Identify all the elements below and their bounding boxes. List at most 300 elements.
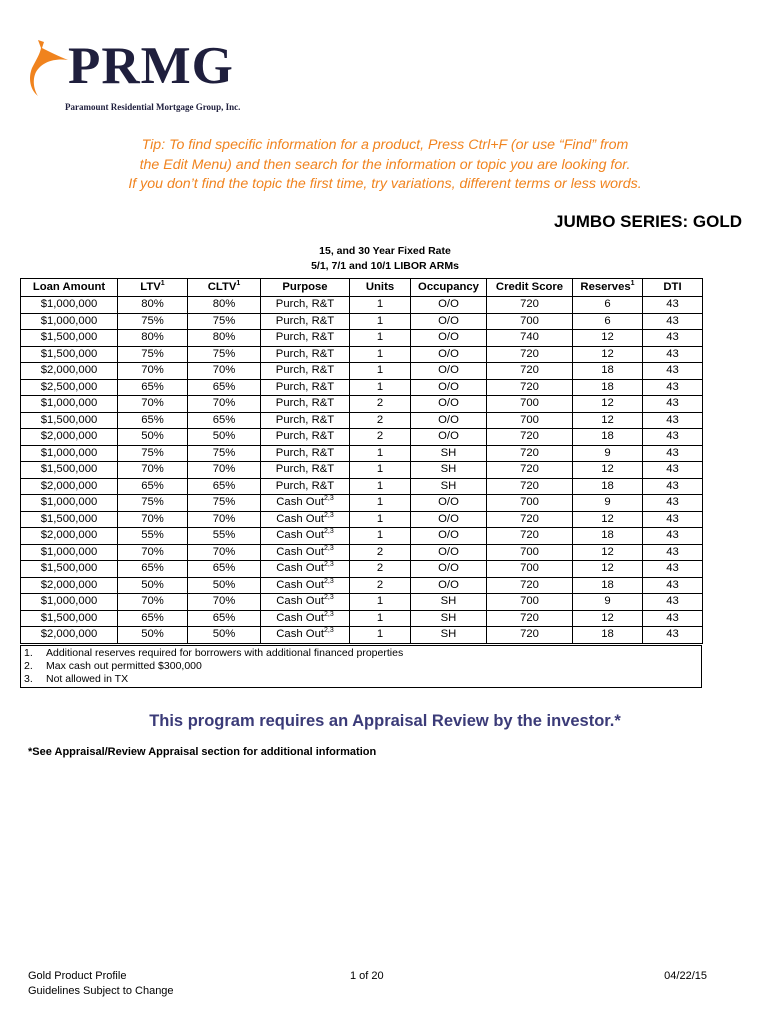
cell-value: 720: [520, 479, 539, 492]
cell-credit: [487, 495, 573, 512]
cell-cltv: [188, 429, 261, 446]
cell-reserves: [573, 594, 643, 611]
table-row: [21, 627, 703, 644]
cell-credit: [487, 528, 573, 545]
cell-purpose: [261, 495, 350, 512]
column-header-label: LTV: [140, 281, 161, 293]
cell-value: 65%: [212, 611, 236, 624]
cell-occupancy: [411, 594, 487, 611]
cell-dti: [643, 594, 703, 611]
appraisal-requirement-note: This program requires an Appraisal Review by the investor.*: [149, 712, 621, 730]
cell-value: $1,500,000: [40, 562, 98, 575]
cell-value: 2: [376, 578, 384, 591]
cell-dti: [643, 528, 703, 545]
column-header: [350, 279, 411, 297]
cell-value: $1,000,000: [40, 496, 98, 509]
footer-date: 04/22/15: [664, 970, 707, 982]
cell-dti: [643, 412, 703, 429]
cell-reserves: [573, 561, 643, 578]
cell-units: [350, 379, 411, 396]
cell-reserves: [573, 544, 643, 561]
cell-dti: [643, 478, 703, 495]
cell-value: 720: [520, 347, 539, 360]
cell-value: O/O: [438, 331, 459, 344]
cell-ltv: [118, 495, 188, 512]
table-row: [21, 610, 703, 627]
cell-value: O/O: [438, 347, 459, 360]
cell-purpose: [261, 561, 350, 578]
cell-occupancy: [411, 462, 487, 479]
cell-value: Purch, R&T: [275, 364, 335, 377]
cell-cltv: [188, 412, 261, 429]
cell-dti: [643, 379, 703, 396]
footnote-text: Not allowed in TX: [46, 673, 129, 685]
cell-value: 55%: [212, 529, 236, 542]
cell-value: $1,500,000: [40, 512, 98, 525]
cell-units: [350, 445, 411, 462]
cell-value: 18: [601, 479, 614, 492]
cell-value: 740: [520, 331, 539, 344]
cell-value: SH: [440, 595, 457, 608]
cell-value: 43: [666, 331, 679, 344]
cell-credit: [487, 313, 573, 330]
cell-value: Purch, R&T: [275, 430, 335, 443]
cell-value: 6: [604, 314, 611, 327]
cell-cltv: [188, 330, 261, 347]
cell-units: [350, 511, 411, 528]
table-heading-line: 5/1, 7/1 and 10/1 LIBOR ARMs: [311, 260, 459, 272]
cell-amount: [21, 346, 118, 363]
footnote-text: Additional reserves required for borrowers with additional financed properties: [46, 647, 404, 659]
cell-occupancy: [411, 346, 487, 363]
cell-value: 43: [666, 562, 679, 575]
cell-value: 70%: [212, 397, 236, 410]
cell-value: $2,000,000: [40, 479, 98, 492]
cell-value: 1: [376, 479, 384, 492]
cell-value: 700: [520, 397, 539, 410]
cell-dti: [643, 330, 703, 347]
cell-units: [350, 297, 411, 314]
cell-value: 43: [666, 628, 679, 641]
cell-value: O/O: [438, 578, 459, 591]
footnote-marker: 2,3: [324, 594, 334, 602]
footnote-number: 2.: [24, 660, 33, 672]
cell-value: 2: [376, 397, 384, 410]
cell-credit: [487, 544, 573, 561]
footnote: [21, 647, 701, 660]
cell-value: $1,000,000: [40, 545, 98, 558]
footnote-number: 3.: [24, 673, 33, 685]
cell-value: 43: [666, 298, 679, 311]
cell-value: 700: [520, 545, 539, 558]
cell-cltv: [188, 544, 261, 561]
cell-amount: [21, 478, 118, 495]
cell-ltv: [118, 445, 188, 462]
cell-occupancy: [411, 478, 487, 495]
cell-value: 43: [666, 463, 679, 476]
cell-ltv: [118, 330, 188, 347]
cell-value: 9: [604, 496, 611, 509]
cell-value: 70%: [141, 364, 164, 377]
column-header-label: Units: [365, 281, 395, 293]
cell-value: 75%: [141, 446, 164, 459]
cell-value: 43: [666, 446, 679, 459]
logo-subtitle: Paramount Residential Mortgage Group, Inc.: [65, 102, 241, 112]
tip-line: Tip: To find specific information for a product, Press Ctrl+F (or use “Find” from: [141, 137, 629, 153]
cell-value: 700: [520, 496, 539, 509]
table-row: [21, 594, 703, 611]
cell-units: [350, 627, 411, 644]
cell-dti: [643, 577, 703, 594]
cell-units: [350, 412, 411, 429]
table-row: [21, 445, 703, 462]
cell-units: [350, 561, 411, 578]
cell-ltv: [118, 346, 188, 363]
cell-ltv: [118, 396, 188, 413]
cell-value: $2,000,000: [40, 529, 98, 542]
cell-value: O/O: [438, 562, 459, 575]
table-row: [21, 396, 703, 413]
footnote-marker: 1: [236, 280, 241, 288]
cell-purpose: [261, 577, 350, 594]
cell-credit: [487, 462, 573, 479]
cell-cltv: [188, 396, 261, 413]
cell-credit: [487, 445, 573, 462]
cell-ltv: [118, 577, 188, 594]
cell-value: 1: [376, 463, 384, 476]
logo-wordmark: PRMG: [68, 37, 234, 95]
cell-value: Cash Out: [276, 529, 324, 542]
cell-amount: [21, 577, 118, 594]
cell-value: 65%: [212, 380, 236, 393]
table-row: [21, 429, 703, 446]
cell-cltv: [188, 478, 261, 495]
cell-value: $2,000,000: [40, 364, 98, 377]
cell-occupancy: [411, 445, 487, 462]
cell-ltv: [118, 363, 188, 380]
cell-ltv: [118, 627, 188, 644]
cell-value: 43: [666, 380, 679, 393]
eligibility-table: [20, 278, 703, 644]
cell-ltv: [118, 313, 188, 330]
column-header: [573, 279, 643, 297]
cell-value: 18: [601, 578, 614, 591]
footnote-marker: 2,3: [324, 577, 334, 585]
cell-cltv: [188, 445, 261, 462]
cell-value: Cash Out: [276, 562, 324, 575]
cell-value: Cash Out: [276, 512, 324, 525]
cell-units: [350, 528, 411, 545]
cell-dti: [643, 627, 703, 644]
cell-value: Purch, R&T: [275, 380, 335, 393]
cell-credit: [487, 429, 573, 446]
page-number: 1 of 20: [350, 970, 384, 982]
cell-value: 65%: [141, 413, 164, 426]
cell-reserves: [573, 379, 643, 396]
table-row: [21, 346, 703, 363]
cell-value: 18: [601, 628, 614, 641]
column-header-label: Reserves: [580, 281, 631, 293]
cell-cltv: [188, 379, 261, 396]
cell-amount: [21, 627, 118, 644]
cell-value: 12: [601, 545, 614, 558]
cell-credit: [487, 627, 573, 644]
cell-value: 50%: [141, 628, 164, 641]
cell-value: 1: [376, 628, 384, 641]
cell-value: $1,500,000: [40, 347, 98, 360]
cell-credit: [487, 577, 573, 594]
cell-purpose: [261, 429, 350, 446]
cell-value: 75%: [212, 446, 236, 459]
cell-amount: [21, 462, 118, 479]
cell-amount: [21, 610, 118, 627]
cell-occupancy: [411, 495, 487, 512]
table-row: [21, 511, 703, 528]
cell-reserves: [573, 610, 643, 627]
cell-credit: [487, 330, 573, 347]
cell-dti: [643, 445, 703, 462]
cell-amount: [21, 511, 118, 528]
column-header: [21, 279, 118, 297]
cell-ltv: [118, 594, 188, 611]
cell-purpose: [261, 528, 350, 545]
cell-reserves: [573, 330, 643, 347]
cell-value: O/O: [438, 413, 459, 426]
cell-value: 75%: [141, 314, 164, 327]
cell-value: Purch, R&T: [275, 314, 335, 327]
cell-credit: [487, 610, 573, 627]
cell-occupancy: [411, 627, 487, 644]
tip-text: [40, 136, 730, 195]
table-heading-line: 15, and 30 Year Fixed Rate: [319, 245, 451, 257]
cell-reserves: [573, 462, 643, 479]
cell-value: 70%: [212, 512, 236, 525]
cell-occupancy: [411, 330, 487, 347]
cell-reserves: [573, 627, 643, 644]
cell-cltv: [188, 346, 261, 363]
cell-ltv: [118, 379, 188, 396]
cell-value: 1: [376, 314, 384, 327]
appraisal-reference-note: *See Appraisal/Review Appraisal section for additional information: [28, 746, 377, 758]
cell-units: [350, 478, 411, 495]
cell-value: O/O: [438, 364, 459, 377]
cell-reserves: [573, 429, 643, 446]
cell-dti: [643, 297, 703, 314]
cell-value: Purch, R&T: [275, 463, 335, 476]
cell-occupancy: [411, 396, 487, 413]
cell-value: 43: [666, 413, 679, 426]
cell-dti: [643, 561, 703, 578]
cell-value: Purch, R&T: [275, 397, 335, 410]
cell-value: Purch, R&T: [275, 347, 335, 360]
cell-value: 70%: [141, 397, 164, 410]
cell-value: O/O: [438, 430, 459, 443]
cell-value: $1,500,000: [40, 331, 98, 344]
cell-value: O/O: [438, 380, 459, 393]
cell-value: SH: [440, 611, 457, 624]
cell-value: 9: [604, 446, 611, 459]
cell-units: [350, 313, 411, 330]
cell-credit: [487, 511, 573, 528]
cell-value: $1,500,000: [40, 611, 98, 624]
cell-value: 18: [601, 529, 614, 542]
cell-reserves: [573, 412, 643, 429]
cell-value: Cash Out: [276, 595, 324, 608]
cell-value: 55%: [141, 529, 164, 542]
cell-amount: [21, 445, 118, 462]
cell-value: 70%: [141, 512, 164, 525]
cell-dti: [643, 346, 703, 363]
column-header-label: Occupancy: [418, 281, 479, 293]
column-header-label: Purpose: [282, 281, 328, 293]
cell-value: 65%: [141, 380, 164, 393]
cell-purpose: [261, 313, 350, 330]
cell-value: 720: [520, 512, 539, 525]
cell-credit: [487, 594, 573, 611]
cell-purpose: [261, 610, 350, 627]
cell-cltv: [188, 511, 261, 528]
cell-occupancy: [411, 544, 487, 561]
cell-cltv: [188, 528, 261, 545]
column-header-label: CLTV: [207, 281, 237, 293]
cell-cltv: [188, 462, 261, 479]
cell-units: [350, 346, 411, 363]
cell-value: Cash Out: [276, 578, 324, 591]
cell-ltv: [118, 511, 188, 528]
table-row: [21, 297, 703, 314]
cell-value: 12: [601, 397, 614, 410]
cell-ltv: [118, 412, 188, 429]
cell-value: 70%: [212, 463, 236, 476]
cell-value: 1: [376, 529, 384, 542]
cell-cltv: [188, 577, 261, 594]
cell-value: 1: [376, 595, 384, 608]
cell-value: 720: [520, 463, 539, 476]
cell-credit: [487, 346, 573, 363]
cell-amount: [21, 297, 118, 314]
cell-reserves: [573, 528, 643, 545]
cell-dti: [643, 544, 703, 561]
cell-credit: [487, 478, 573, 495]
cell-value: 50%: [141, 578, 164, 591]
cell-dti: [643, 495, 703, 512]
column-header: [643, 279, 703, 297]
cell-amount: [21, 330, 118, 347]
cell-value: 43: [666, 364, 679, 377]
column-header: [411, 279, 487, 297]
cell-value: 70%: [212, 595, 236, 608]
cell-ltv: [118, 297, 188, 314]
cell-dti: [643, 429, 703, 446]
table-row: [21, 577, 703, 594]
cell-value: $1,500,000: [40, 413, 98, 426]
cell-ltv: [118, 462, 188, 479]
footnotes-box: [20, 645, 702, 688]
cell-value: $1,000,000: [40, 446, 98, 459]
cell-value: 43: [666, 595, 679, 608]
cell-value: 720: [520, 628, 539, 641]
cell-value: 43: [666, 545, 679, 558]
cell-amount: [21, 363, 118, 380]
table-row: [21, 528, 703, 545]
cell-value: 720: [520, 529, 539, 542]
cell-cltv: [188, 610, 261, 627]
cell-value: 43: [666, 611, 679, 624]
cell-occupancy: [411, 363, 487, 380]
cell-value: 1: [376, 380, 384, 393]
cell-value: 50%: [212, 628, 236, 641]
cell-value: 700: [520, 413, 539, 426]
cell-cltv: [188, 495, 261, 512]
cell-value: 720: [520, 446, 539, 459]
cell-value: 1: [376, 512, 384, 525]
cell-value: 12: [601, 413, 614, 426]
cell-credit: [487, 561, 573, 578]
cell-value: SH: [440, 446, 457, 459]
cell-credit: [487, 396, 573, 413]
cell-occupancy: [411, 313, 487, 330]
cell-purpose: [261, 412, 350, 429]
cell-value: 1: [376, 347, 384, 360]
tip-line: the Edit Menu) and then search for the information or topic you are looking for.: [139, 156, 631, 173]
cell-value: 80%: [212, 331, 236, 344]
cell-value: O/O: [438, 512, 459, 525]
cell-value: 75%: [212, 314, 236, 327]
cell-credit: [487, 297, 573, 314]
cell-value: 720: [520, 364, 539, 377]
cell-value: SH: [440, 463, 457, 476]
footnote-marker: 2,3: [324, 511, 334, 519]
cell-value: 12: [601, 347, 614, 360]
cell-value: 50%: [212, 430, 236, 443]
footer-left: [28, 969, 174, 999]
cell-purpose: [261, 346, 350, 363]
cell-amount: [21, 528, 118, 545]
cell-dti: [643, 462, 703, 479]
cell-dti: [643, 396, 703, 413]
footnote-marker: 2,3: [324, 528, 334, 536]
cell-value: $2,000,000: [40, 628, 98, 641]
column-header-label: Loan Amount: [32, 281, 106, 293]
cell-value: 70%: [212, 545, 236, 558]
cell-value: 720: [520, 430, 539, 443]
cell-value: 12: [601, 562, 614, 575]
table-row: [21, 495, 703, 512]
cell-value: 43: [666, 314, 679, 327]
cell-value: 80%: [141, 331, 164, 344]
cell-units: [350, 495, 411, 512]
cell-value: O/O: [438, 298, 459, 311]
column-header: [118, 279, 188, 297]
cell-units: [350, 594, 411, 611]
cell-reserves: [573, 346, 643, 363]
cell-ltv: [118, 561, 188, 578]
cell-value: 43: [666, 512, 679, 525]
cell-value: 9: [604, 595, 611, 608]
cell-value: 18: [601, 430, 614, 443]
cell-ltv: [118, 478, 188, 495]
cell-ltv: [118, 528, 188, 545]
cell-purpose: [261, 363, 350, 380]
cell-value: O/O: [438, 529, 459, 542]
cell-value: 720: [520, 611, 539, 624]
cell-value: 700: [520, 314, 539, 327]
footnote-marker: 2,3: [324, 627, 334, 635]
cell-value: 2: [376, 413, 384, 426]
cell-value: 65%: [212, 413, 236, 426]
cell-value: Purch, R&T: [275, 446, 335, 459]
cell-amount: [21, 396, 118, 413]
